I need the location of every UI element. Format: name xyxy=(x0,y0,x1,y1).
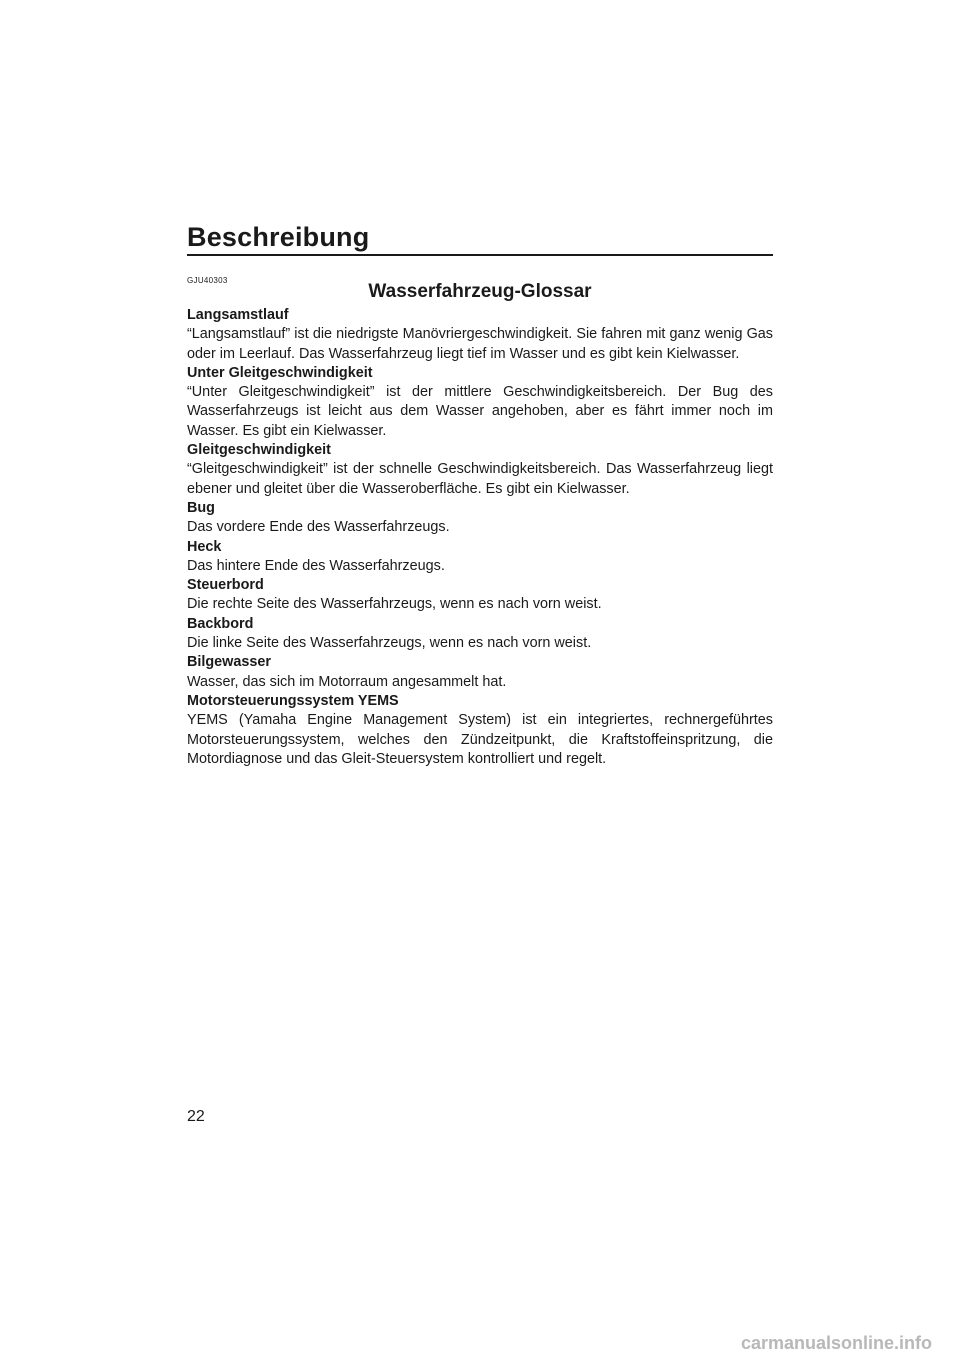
glossary-definition: YEMS (Yamaha Engine Management System) ist ein integriertes, rechnergeführtes Motorsteuerungssystem, welches den Zündzeitpunkt, die Kraftstoffeinspritzung, die Motordiagnose und das Gleit-Steuersystem kontrolliert und regelt. xyxy=(187,712,773,767)
glossary-term: Langsamstlauf xyxy=(187,307,289,323)
glossary-term: Bilgewasser xyxy=(187,654,271,671)
page-number: 22 xyxy=(187,1108,205,1125)
glossary-list xyxy=(187,306,773,769)
header-rule xyxy=(187,254,773,256)
footer-watermark: carmanualsonline.info xyxy=(741,1333,933,1353)
glossary-entry xyxy=(187,692,773,769)
page-header-title: Beschreibung xyxy=(187,222,370,252)
glossary-definition: Die rechte Seite des Wasserfahrzeugs, wenn es nach vorn weist. xyxy=(187,596,602,613)
section-heading: Wasserfahrzeug-Glossar xyxy=(368,281,592,302)
glossary-entry xyxy=(187,538,773,577)
glossary-definition: “Unter Gleitgeschwindigkeit” ist der mittlere Geschwindigkeitsbereich. Der Bug des Wasserfahrzeugs ist leicht aus dem Wasser angehoben, aber es fährt immer noch im Wasser. Es gibt ein Kielwasser. xyxy=(187,384,773,439)
glossary-definition: “Langsamstlauf” ist die niedrigste Manövriergeschwindigkeit. Sie fahren mit ganz wenig Gas oder im Leerlauf. Das Wasserfahrzeug liegt tief im Wasser und es gibt kein Kielwasser. xyxy=(187,326,773,362)
glossary-term: Backbord xyxy=(187,615,254,632)
glossary-entry xyxy=(187,615,773,654)
section-code: GJU40303 xyxy=(187,276,228,285)
glossary-definition: “Gleitgeschwindigkeit” ist der schnelle Geschwindigkeitsbereich. Das Wasserfahrzeug liegt ebener und gleitet über die Wasseroberfläche. Es gibt ein Kielwasser. xyxy=(187,461,773,497)
glossary-term: Steuerbord xyxy=(187,577,264,594)
glossary-entry xyxy=(187,576,773,615)
glossary-definition: Das hintere Ende des Wasserfahrzeugs. xyxy=(187,557,445,574)
glossary-definition: Das vordere Ende des Wasserfahrzeugs. xyxy=(187,519,450,536)
glossary-entry xyxy=(187,364,773,441)
glossary-entry xyxy=(187,653,773,692)
glossary-entry xyxy=(187,499,773,538)
glossary-term: Heck xyxy=(187,538,222,555)
glossary-entry xyxy=(187,441,773,499)
glossary-definition: Wasser, das sich im Motorraum angesammelt hat. xyxy=(187,673,507,690)
glossary-definition: Die linke Seite des Wasserfahrzeugs, wenn es nach vorn weist. xyxy=(187,635,592,652)
glossary-entry xyxy=(187,306,773,364)
glossary-term: Gleitgeschwindigkeit xyxy=(187,442,331,459)
glossary-term: Motorsteuerungssystem YEMS xyxy=(187,692,399,709)
glossary-term: Unter Gleitgeschwindigkeit xyxy=(187,364,373,381)
glossary-term: Bug xyxy=(187,499,215,516)
